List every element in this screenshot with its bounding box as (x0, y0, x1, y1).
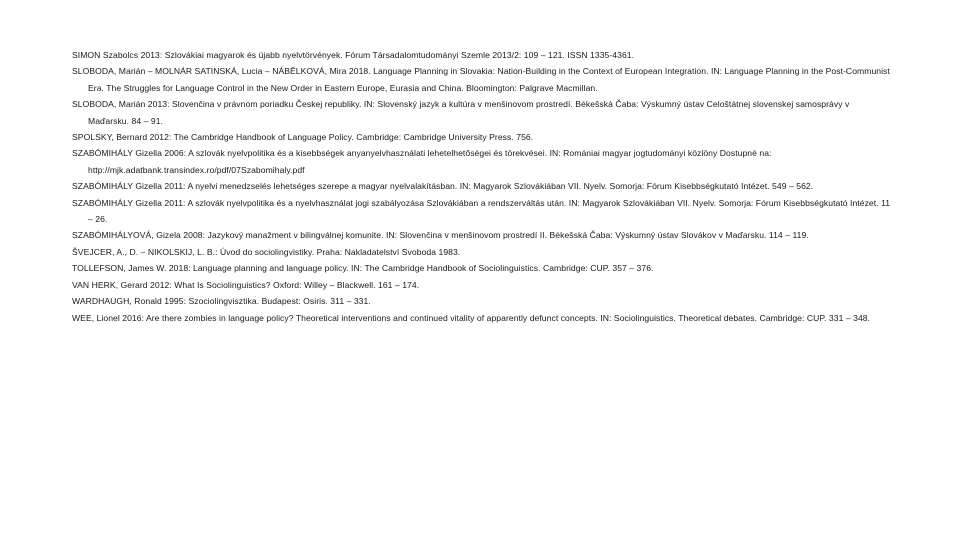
bibliography-entry: SIMON Szabolcs 2013: Szlovákiai magyarok és újabb nyelvtörvények. Fórum Társadalomtudományi Szemle 2013/2: 109 – 121. ISSN 1335-4361. (72, 50, 635, 60)
bibliography-entry: SZABÓMIHÁLYOVÁ, Gizela 2008: Jazykový manažment v bilingválnej komunite. IN: Slovenčina v menšinovom prostredí II. Békešská Čaba: Výskumný ústav Slovákov v Maďarsku. 114 – 119. (72, 230, 809, 241)
bibliography-entry: WARDHAUGH, Ronald 1995: Szociolingvisztika. Budapest: Osiris. 311 – 331. (72, 296, 371, 307)
bibliography-entry: ŠVEJCER, A., D. – NIKOLSKIJ, L. B.: Úvod do sociolingvistiky. Praha: Nakladatelství Svoboda 1983. (72, 246, 461, 257)
bibliography-entry: WEE, Lionel 2016: Are there zombies in language policy? Theoretical interventions and continued vitality of apparently defunct concepts. IN: Sociolinguistics. Theoretical debates. Cambridge: CUP. 331 – 348. (72, 312, 871, 323)
document-page (72, 47, 892, 326)
bibliography-list (72, 47, 892, 326)
bibliography-entry: SLOBODA, Marián – MOLNÁR SATINSKÁ, Lucia – NÁBĚLKOVÁ, Mira 2018. Language Planning in Slovakia: Nation-Building in the Context of European Integration. IN: Language Planning in the Post-Communist Era. The Struggles for Language Control in the New Order in Eastern Europe, Eurasia and China. Bloomington: Palgrave Macmillan. (72, 66, 890, 93)
bibliography-entry: VAN HERK, Gerard 2012: What Is Sociolinguistics? Oxford: Willey – Blackwell. 161 – 174. (72, 279, 420, 290)
bibliography-entry: SZABÓMIHÁLY Gizella 2011: A nyelvi menedzselés lehetséges szerepe a magyar nyelvalakításban. IN: Magyarok Szlovákiában VII. Nyelv. Somorja: Fórum Kisebbségkutató Intézet. 549 – 562. (72, 181, 814, 192)
bibliography-entry: TOLLEFSON, James W. 2018: Language planning and language policy. IN: The Cambridge Handbook of Sociolinguistics. Cambridge: CUP. 357 – 376. (72, 263, 654, 274)
bibliography-entry: SPOLSKY, Bernard 2012: The Cambridge Handbook of Language Policy. Cambridge: Cambridge University Press. 756. (72, 132, 534, 143)
bibliography-entry: SZABÓMIHÁLY Gizella 2011: A szlovák nyelvpolitika és a nyelvhasználat jogi szabályozása Szlovákiában a rendszerváltás után. IN: Magyarok Szlovákiában VII. Nyelv. Somorja: Fórum Kisebbségkutató Intézet. 11 – 26. (72, 197, 891, 225)
bibliography-entry: SZABÓMIHÁLY Gizella 2006: A szlovák nyelvpolitika és a kisebbségek anyanyelvhasználati lehetelhetőségei és törekvései. IN: Romániai magyar jogtudományi közlöny Dostupné na: http://mjk.adatbank.transindex.ro/pdf/07Szabomihaly.pdf (72, 148, 772, 175)
bibliography-entry: SLOBODA, Marián 2013: Slovenčina v právnom poriadku Českej republiky. IN: Slovenský jazyk a kultúra v menšinovom prostredí. Békešská Čaba: Výskumný ústav Celoštátnej slovenskej samosprávy v Maďarsku. 84 – 91. (72, 99, 850, 126)
